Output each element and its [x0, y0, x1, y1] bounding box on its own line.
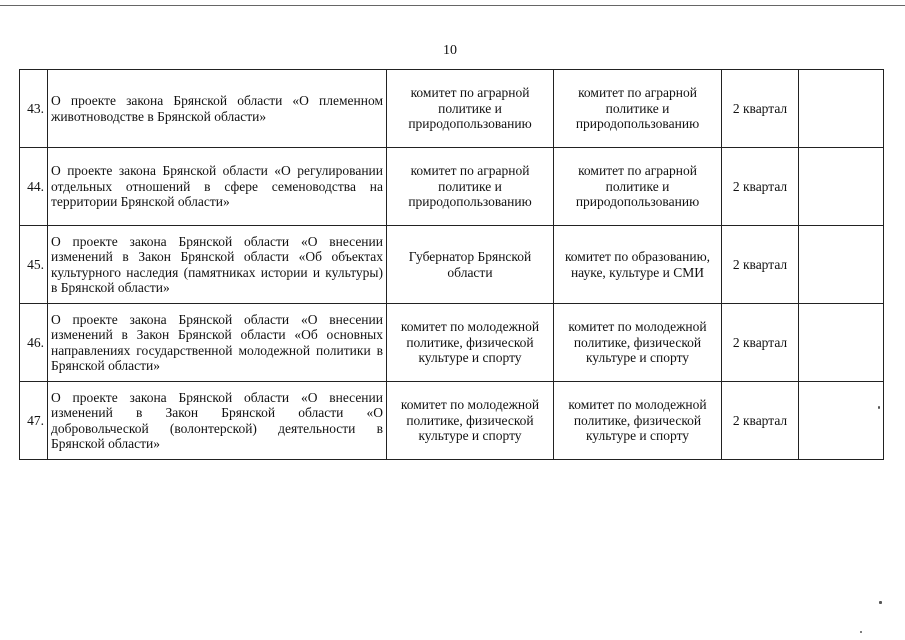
- top-rule: [0, 5, 905, 6]
- scan-speck: [860, 631, 862, 633]
- bill-title: О проекте закона Брянской области «О внесении изменений в Закон Брянской области «Об объектах культурного наследия (памятниках истории и культуры) в Брянской области»: [48, 226, 387, 304]
- row-number: 47.: [20, 382, 48, 460]
- scan-speck: [879, 601, 882, 604]
- table-row: [20, 70, 884, 148]
- term-cell: 2 квартал: [722, 304, 799, 382]
- bill-title: О проекте закона Брянской области «О племенном животноводстве в Брянской области»: [48, 70, 387, 148]
- bill-title: О проекте закона Брянской области «О внесении изменений в Закон Брянской области «Об основных направлениях государственной молодежной политики в Брянской области»: [48, 304, 387, 382]
- note-cell: [799, 226, 884, 304]
- responsible-committee-cell: комитет по аграрной политике и природопользованию: [554, 70, 722, 148]
- page-number: 10: [443, 43, 457, 58]
- initiator-cell: комитет по аграрной политике и природопользованию: [387, 70, 554, 148]
- row-number: 44.: [20, 148, 48, 226]
- initiator-cell: комитет по молодежной политике, физической культуре и спорту: [387, 382, 554, 460]
- responsible-committee-cell: комитет по молодежной политике, физической культуре и спорту: [554, 304, 722, 382]
- responsible-committee-cell: комитет по молодежной политике, физической культуре и спорту: [554, 382, 722, 460]
- bill-title: О проекте закона Брянской области «О регулировании отдельных отношений в сфере семеноводства на территории Брянской области»: [48, 148, 387, 226]
- responsible-committee-cell: комитет по образованию, науке, культуре и СМИ: [554, 226, 722, 304]
- initiator-cell: комитет по молодежной политике, физической культуре и спорту: [387, 304, 554, 382]
- scan-speck: [878, 406, 880, 409]
- term-cell: 2 квартал: [722, 148, 799, 226]
- term-cell: 2 квартал: [722, 382, 799, 460]
- row-number: 45.: [20, 226, 48, 304]
- term-cell: 2 квартал: [722, 226, 799, 304]
- row-number: 46.: [20, 304, 48, 382]
- term-cell: 2 квартал: [722, 70, 799, 148]
- note-cell: [799, 148, 884, 226]
- table-row: [20, 148, 884, 226]
- bill-title: О проекте закона Брянской области «О внесении изменений в Закон Брянской области «О добровольческой (волонтерской) деятельности в Брянской области»: [48, 382, 387, 460]
- initiator-cell: комитет по аграрной политике и природопользованию: [387, 148, 554, 226]
- initiator-cell: Губернатор Брянской области: [387, 226, 554, 304]
- responsible-committee-cell: комитет по аграрной политике и природопользованию: [554, 148, 722, 226]
- note-cell: [799, 304, 884, 382]
- note-cell: [799, 382, 884, 460]
- note-cell: [799, 70, 884, 148]
- legislative-plan-table: [19, 69, 884, 460]
- table-row: [20, 382, 884, 460]
- row-number: 43.: [20, 70, 48, 148]
- table-row: [20, 226, 884, 304]
- table-row: [20, 304, 884, 382]
